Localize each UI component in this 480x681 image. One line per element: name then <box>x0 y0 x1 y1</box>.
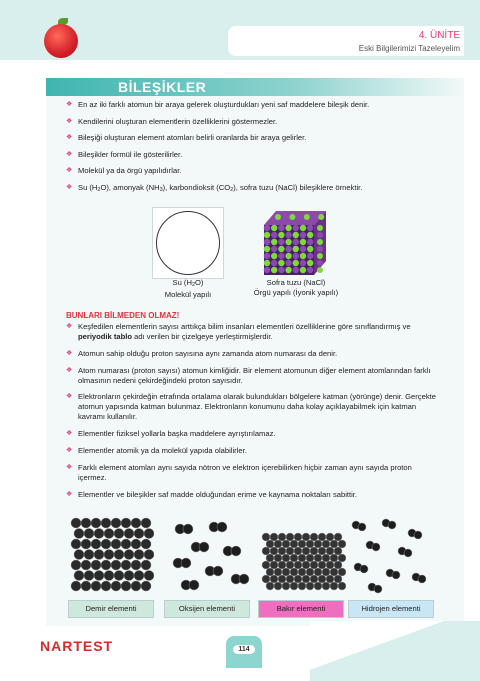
diamond-bullet-icon: ❖ <box>66 134 73 141</box>
hydrogen-label: Hidrojen elementi <box>348 600 434 618</box>
list-item: ❖ Farklı element atomları aynı sayıda nötron ve elektron içerebilirken hiçbir zaman aynı sayıda proton içermez. <box>66 462 412 482</box>
diamond-bullet-icon: ❖ <box>66 323 73 330</box>
list-item: ❖ Molekül ya da örgü yapılıdırlar. <box>66 166 182 175</box>
diamond-bullet-icon: ❖ <box>66 349 73 357</box>
oxygen-atoms-figure <box>166 515 252 595</box>
page-number: 114 <box>226 646 262 653</box>
diamond-bullet-icon: ❖ <box>66 167 73 174</box>
iron-atoms-figure <box>68 515 154 595</box>
diamond-bullet-icon: ❖ <box>66 446 73 454</box>
diamond-bullet-icon: ❖ <box>66 150 73 158</box>
list-item: ❖ Elementler ve bileşikler saf madde olduğundan erime ve kaynama noktaları sabittir. <box>66 489 358 499</box>
list-item: ❖ Kendilerini oluşturan elementlerin özelliklerini göstermezler. <box>66 116 278 126</box>
oxygen-label: Oksijen elementi <box>164 600 250 618</box>
water-molecule-figure <box>156 211 220 275</box>
examples-text: Su (H2O), amonyak (NH3), karbondioksit (CO2), sofra tuzu (NaCl) bileşiklere örnektir. <box>78 182 363 193</box>
list-item: ❖ Keşfedilen elementlerin sayısı arttıkça bilim insanları elementleri özelliklerine göre sınıflandırmış ve periyodik tablo adı verilen bir çizelgeye yerleştirmişlerdir. <box>66 322 411 341</box>
iron-label: Demir elementi <box>68 600 154 618</box>
salt-crystal-figure <box>258 203 332 277</box>
water-caption: Su (H2O) Molekül yapılı <box>164 278 212 299</box>
copper-atoms-figure <box>260 515 346 595</box>
unit-title: 4. ÜNİTE <box>418 30 460 41</box>
diamond-bullet-icon: ❖ <box>66 463 73 471</box>
list-item: ❖ Atom numarası (proton sayısı) atomun kimliğidir. Bir element atomunun diğer element atomlarından farklı olmasının nedeni çekirdeğindeki proton sayısıdır. <box>66 365 431 385</box>
list-item: ❖ Bileşiği oluşturan element atomları belirli oranlarda bir araya gelirler. <box>66 133 307 142</box>
diamond-bullet-icon: ❖ <box>66 117 73 125</box>
list-item: ❖ Elementler fiziksel yollarla başka maddelere ayrıştırılamaz. <box>66 429 276 439</box>
list-item <box>66 183 456 195</box>
corner-decoration <box>310 621 480 681</box>
hydrogen-atoms-figure <box>346 515 432 595</box>
compound-bullets <box>66 100 456 201</box>
diamond-bullet-icon: ❖ <box>66 430 73 438</box>
diamond-bullet-icon: ❖ <box>66 490 73 498</box>
apple-logo-icon <box>44 24 78 58</box>
diamond-bullet-icon: ❖ <box>66 101 73 108</box>
salt-caption: Sofra tuzu (NaCl) Örgü yapılı (İyonik yapılı) <box>253 278 339 297</box>
publisher-logo: NARTEST <box>40 638 114 654</box>
warning-list <box>66 322 438 506</box>
diamond-bullet-icon: ❖ <box>66 366 73 374</box>
list-item: ❖ Elektronların çekirdeğin etrafında ortalama olarak bulundukları bölgelere katman (yörünge) denir. Gerçekte atomun yapısında katman bulunmaz. Elektronların konumunu daha kolay açıklayabilmek için katman kavramı kullanılır. <box>66 392 436 422</box>
unit-subtitle: Eski Bilgilerimizi Tazeleyelim <box>358 44 460 53</box>
list-item: ❖ Bileşikler formül ile gösterilirler. <box>66 149 183 159</box>
copper-label: Bakır elementi <box>258 600 344 618</box>
section-heading-bar <box>46 78 464 96</box>
section-heading: BİLEŞİKLER <box>118 79 207 95</box>
list-item: ❖ Atomun sahip olduğu proton sayısına aynı zamanda atom numarası da denir. <box>66 348 338 358</box>
list-item: ❖ En az iki farklı atomun bir araya gelerek oluşturdukları yeni saf maddelere bileşik denir. <box>66 100 370 109</box>
diamond-bullet-icon: ❖ <box>66 393 73 401</box>
list-item: ❖ Elementler atomik ya da molekül yapıda olabilirler. <box>66 445 247 455</box>
diamond-bullet-icon: ❖ <box>66 183 73 191</box>
warning-title: BUNLARI BİLMEDEN OLMAZ! <box>66 311 180 320</box>
